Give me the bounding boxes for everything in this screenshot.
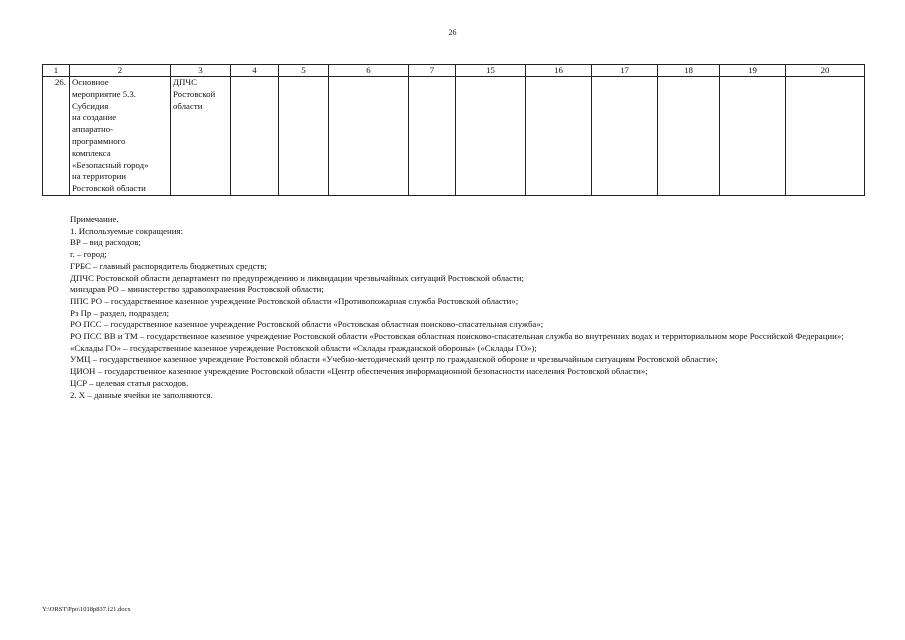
abbreviation-item: Рз Пр – раздел, подраздел; [70,307,170,318]
row-name-line: на создание [72,112,117,123]
column-header-3: 3 [171,65,231,77]
row-name-line: мероприятие 5.3. [72,88,136,99]
empty-cell-20 [786,77,865,196]
abbreviation-item: РО ПСС – государственное казенное учреждение Ростовской области «Ростовская областная поисково-спасательная служба»; [70,319,544,330]
column-header-2: 2 [70,65,171,77]
abbreviation-item: ЦИОН – государственное казенное учреждение Ростовской области «Центр обеспечения информационной безопасности населения Ростовской области»; [70,366,648,377]
empty-cell-4 [231,77,279,196]
column-header-15: 15 [456,65,526,77]
abbreviation-item: ДПЧС Ростовской области департамент по предупреждению и ликвидации чрезвычайных ситуаций Ростовской области; [70,272,524,283]
row-name-line: Ростовской области [72,183,146,194]
notes-title: Примечание. [70,214,119,224]
row-executor-line: области [173,100,203,111]
column-header-19: 19 [720,65,786,77]
abbreviation-item: ВР – вид расходов; [70,237,141,248]
column-header-20: 20 [786,65,865,77]
row-executor-line: Ростовской [173,88,216,99]
column-header-5: 5 [279,65,329,77]
table-header-row [43,65,865,77]
abbreviation-item: минздрав РО – министерство здравоохранения Ростовской области; [70,284,324,295]
empty-cell-17 [592,77,658,196]
empty-cell-19 [720,77,786,196]
column-header-7: 7 [409,65,456,77]
empty-cell-15 [456,77,526,196]
table-row [43,77,865,196]
row-name-line: комплекса [72,147,111,158]
empty-cell-18 [658,77,720,196]
row-name-line: программного [72,135,126,146]
abbreviation-item: ППС РО – государственное казенное учреждение Ростовской области «Противопожарная служба Ростовской области»; [70,295,519,306]
empty-cell-5 [279,77,329,196]
abbreviation-item: ЦСР – целевая статья расходов. [70,377,189,388]
row-name-line: Субсидия [72,100,109,111]
notes-item-2: 2. Х – данные ячейки не заполняются. [70,389,213,400]
column-header-4: 4 [231,65,279,77]
data-table [42,64,865,196]
row-name-cell [70,77,171,196]
row-name-line: аппаратно- [72,124,114,135]
row-executor-cell [171,77,231,196]
notes-section [42,214,864,401]
abbreviation-item: РО ПСС ВВ и ТМ – государственное казенное учреждение Ростовской области «Ростовская областная поисково-спасательная служба во внутренних водах и территориальном море Российской Федерации»; [70,331,844,342]
empty-cell-6 [329,77,409,196]
row-number-cell: 26. [43,77,70,196]
footer-file-path: Y:\ORST\Ppo\1018p837.f21.docx [42,606,131,613]
abbreviation-item: УМЦ – государственное казенное учреждение Ростовской области «Учебно-методический центр по гражданской обороне и чрезвычайным ситуациям Ростовской области»; [70,354,718,365]
column-header-6: 6 [329,65,409,77]
notes-subtitle: 1. Используемые сокращения: [70,225,183,236]
row-executor-line: ДПЧС [173,77,197,87]
empty-cell-16 [526,77,592,196]
page-number: 26 [448,28,457,37]
column-header-17: 17 [592,65,658,77]
abbreviation-item: «Склады ГО» – государственное казенное учреждение Ростовской области «Склады гражданской обороны» («Склады ГО»); [70,342,537,353]
row-name-line: «Безопасный город» [72,159,149,170]
row-name-line: Основное [72,77,109,87]
column-header-18: 18 [658,65,720,77]
abbreviation-item: г. – город; [70,249,107,260]
empty-cell-7 [409,77,456,196]
column-header-1: 1 [43,65,70,77]
abbreviation-item: ГРБС – главный распорядитель бюджетных средств; [70,260,267,271]
column-header-16: 16 [526,65,592,77]
row-name-line: на территории [72,171,127,182]
